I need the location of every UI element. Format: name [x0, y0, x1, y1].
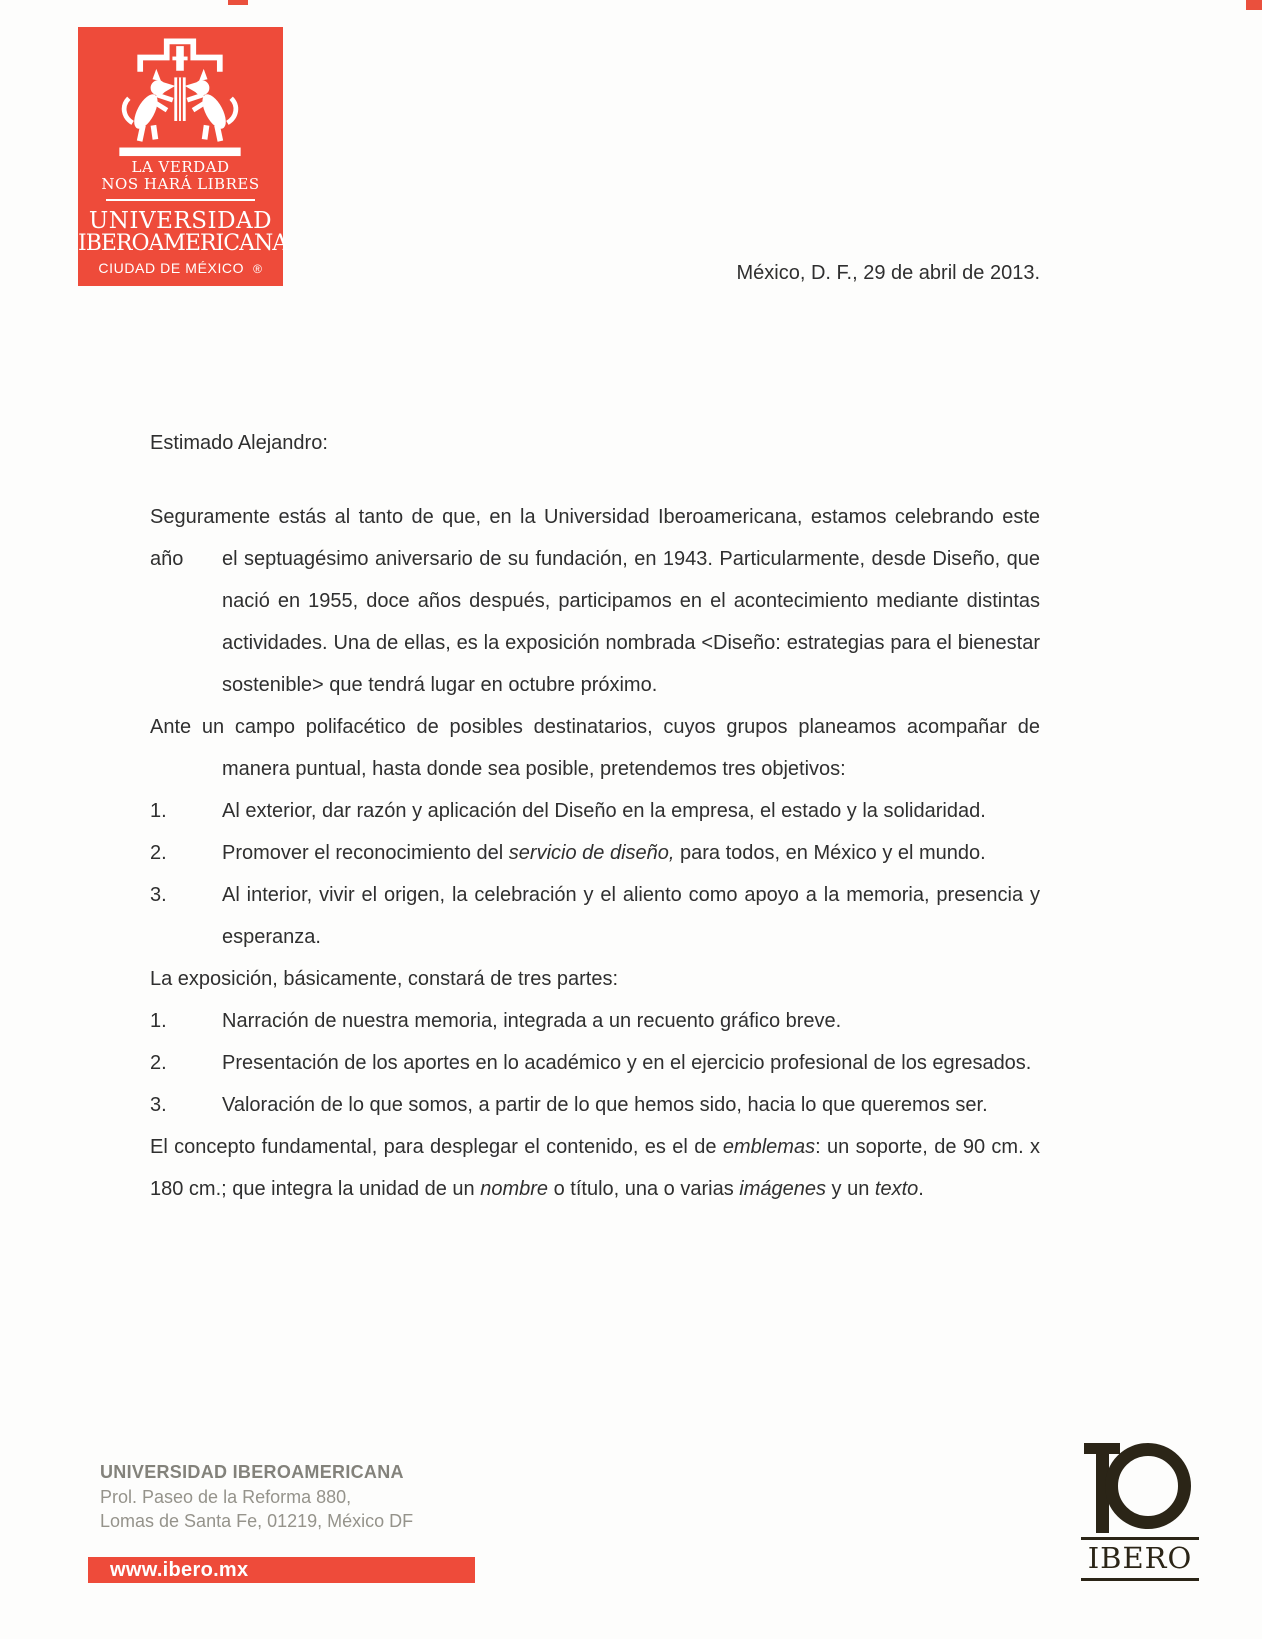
- paragraph-line: actividades. Una de ellas, es la exposición nombrada <Diseño: estrategias para el bienestar: [222, 632, 1040, 654]
- list-item: 1. Al exterior, dar razón y aplicación del Diseño en la empresa, el estado y la solidaridad.: [150, 790, 1040, 832]
- paragraph-line: La exposición, básicamente, constará de tres partes:: [150, 968, 619, 990]
- salutation: Estimado Alejandro:: [150, 432, 328, 454]
- paragraph-line: 180 cm.; que integra la unidad de un nombre o título, una o varias imágenes y un texto.: [150, 1178, 924, 1200]
- paragraph-line: sostenible> que tendrá lugar en octubre próximo.: [222, 674, 658, 696]
- paragraph-line: Ante un campo polifacético de posibles destinatarios, cuyos grupos planeamos acompañar de: [150, 716, 1040, 738]
- footer-address-line1: Prol. Paseo de la Reforma 880,: [100, 1487, 352, 1507]
- footer-org-name: UNIVERSIDAD IBEROAMERICANA: [100, 1462, 404, 1482]
- letter-body: [150, 496, 1040, 1210]
- logo-motto-line2: NOS HARÁ LIBRES: [101, 175, 260, 193]
- paragraph-line: El concepto fundamental, para desplegar el contenido, es el de emblemas: un soporte, de 90 cm. x: [150, 1136, 1040, 1158]
- letterhead-logo: [78, 27, 288, 286]
- logo-motto-line1: LA VERDAD: [131, 158, 230, 176]
- paragraph-line: manera puntual, hasta donde sea posible, pretendemos tres objetivos:: [222, 758, 846, 780]
- list-number: 3.: [150, 1094, 167, 1116]
- list-number: 1.: [150, 800, 167, 822]
- registered-mark: ®: [253, 262, 263, 276]
- website-bar: [88, 1557, 475, 1583]
- scan-artifact: [228, 0, 248, 5]
- list-item: 3. Al interior, vivir el origen, la celebración y el aliento como apoyo a la memoria, presencia y: [150, 874, 1040, 916]
- logo-university-line2: IBEROAMERICANA: [78, 231, 288, 256]
- ibero-logo-mark-icon: [1084, 1443, 1192, 1535]
- list-item: 2. Promover el reconocimiento del servicio de diseño, para todos, en México y el mundo.: [150, 832, 1040, 874]
- website-url: www.ibero.mx: [110, 1559, 249, 1581]
- list-number: 2.: [150, 1052, 167, 1074]
- list-item: 1. Narración de nuestra memoria, integrada a un recuento gráfico breve.: [150, 1000, 1040, 1042]
- paragraph-line: esperanza.: [222, 926, 321, 948]
- date-line: México, D. F., 29 de abril de 2013.: [736, 262, 1040, 284]
- logo-city-line: CIUDAD DE MÉXICO ®: [98, 260, 263, 276]
- university-crest-icon: [85, 30, 275, 157]
- list-number: 3.: [150, 884, 167, 906]
- logo-divider: [106, 199, 255, 201]
- list-item: 2. Presentación de los aportes en lo académico y en el ejercicio profesional de los egresados.: [150, 1042, 1040, 1084]
- list-item: 3. Valoración de lo que somos, a partir de lo que hemos sido, hacia lo que queremos ser.: [150, 1084, 1040, 1126]
- scan-artifact: [1246, 0, 1262, 10]
- paragraph-line: el septuagésimo aniversario de su fundación, en 1943. Particularmente, desde Diseño, que: [222, 548, 1040, 570]
- footer-address-line2: Lomas de Santa Fe, 01219, México DF: [100, 1511, 414, 1531]
- paragraph-line: nació en 1955, doce años después, participamos en el acontecimiento mediante distintas: [222, 590, 1040, 612]
- list-number: 1.: [150, 1010, 167, 1032]
- logo-university-line1: UNIVERSIDAD: [88, 208, 273, 234]
- list-number: 2.: [150, 842, 167, 864]
- paragraph-line: Seguramente estás al tanto de que, en la Universidad Iberoamericana, estamos celebrando este año: [150, 506, 1040, 570]
- ibero-logo-wordmark: IBERO: [1081, 1537, 1199, 1581]
